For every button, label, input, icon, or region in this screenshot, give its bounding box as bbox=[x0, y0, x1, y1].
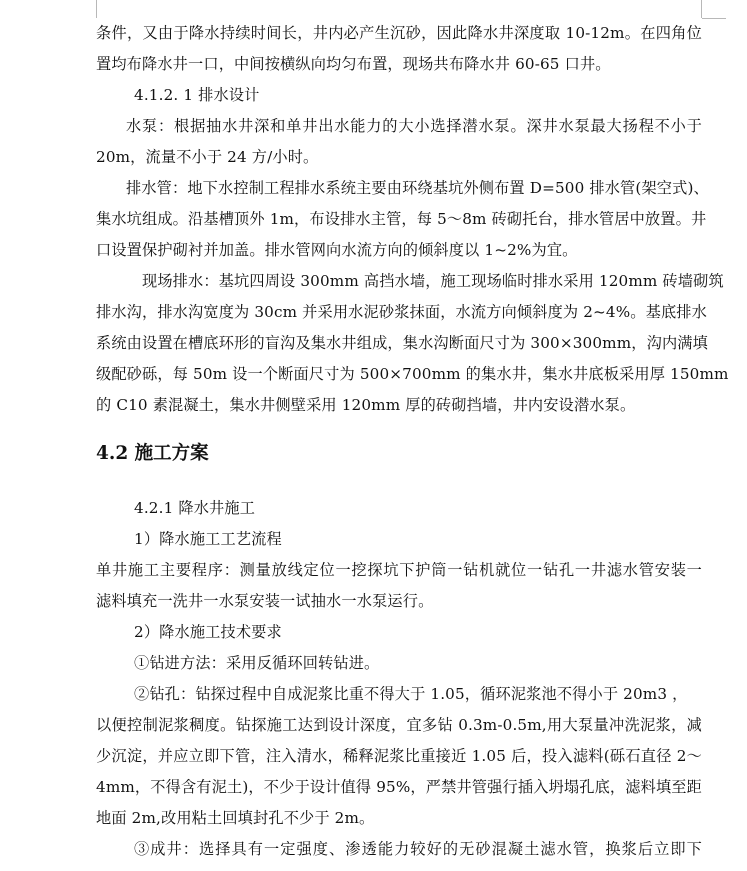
paragraph-line: 置均布降水井一口，中间按横纵向均匀布置，现场共布降水井 60-65 口井。 bbox=[96, 55, 611, 73]
paragraph-line: 单井施工主要程序：测量放线定位一挖探坑下护筒一钻机就位一钻孔一井滤水管安装一 bbox=[96, 561, 702, 579]
paragraph-line: 的 C10 素混凝土，集水井侧壁采用 120mm 厚的砖砌挡墙，井内安设潜水泵。 bbox=[96, 396, 636, 414]
paragraph-line: 20m，流量不小于 24 方/小时。 bbox=[96, 148, 319, 166]
paragraph-line: 水泵：根据抽水井深和单井出水能力的大小选择潜水泵。深井水泵最大扬程不小于 bbox=[126, 117, 702, 135]
section-heading-4-2: 4.2 施工方案 bbox=[96, 443, 209, 464]
top-right-corner-mark-vertical bbox=[701, 0, 702, 18]
list-item: ①钻进方法：采用反循环回转钻进。 bbox=[134, 654, 380, 672]
paragraph-line: 现场排水：基坑四周设 300mm 高挡水墙，施工现场临时排水采用 120mm 砖墙砌筑 bbox=[142, 272, 724, 290]
list-item: ③成井：选择具有一定强度、渗透能力较好的无砂混凝土滤水管，换浆后立即下 bbox=[134, 840, 702, 858]
paragraph-line: 口设置保护砌衬并加盖。排水管网向水流方向的倾斜度以 1~2%为宜。 bbox=[96, 241, 578, 259]
paragraph-line: 地面 2m,改用粘土回填封孔不少于 2m。 bbox=[96, 809, 375, 827]
top-right-corner-mark-horizontal bbox=[702, 18, 726, 19]
list-item: ②钻孔：钻探过程中自成泥浆比重不得大于 1.05，循环泥浆池不得小于 20m3 ， bbox=[134, 685, 688, 703]
paragraph-line: 集水坑组成。沿基槽顶外 1m，布设排水主管，每 5～8m 砖砌托台，排水管居中放置。井 bbox=[96, 210, 707, 228]
paragraph-line: 系统由设置在槽底环形的盲沟及集水井组成，集水沟断面尺寸为 300×300mm，沟内满填 bbox=[96, 334, 708, 352]
paragraph-line: 滤料填充一洗井一水泵安装一试抽水一水泵运行。 bbox=[96, 592, 434, 610]
paragraph-line: 4mm，不得含有泥土)，不少于设计值得 95%，严禁井管强行插入坍塌孔底，滤料填至距 bbox=[96, 778, 702, 796]
paragraph-line: 排水沟，排水沟宽度为 30cm 并采用水泥砂浆抹面，水流方向倾斜度为 2~4%。基底排水 bbox=[96, 303, 707, 321]
list-heading: 2）降水施工技术要求 bbox=[134, 623, 282, 641]
list-heading: 1）降水施工工艺流程 bbox=[134, 530, 282, 548]
subsection-heading-4-2-1: 4.2.1 降水井施工 bbox=[134, 499, 256, 517]
paragraph-line: 以便控制泥浆稠度。钻探施工达到设计深度，宜多钻 0.3m-0.5m,用大泵量冲洗泥浆，减 bbox=[96, 716, 702, 734]
paragraph-line: 少沉淀，并应立即下管，注入清水，稀释泥浆比重接近 1.05 后，投入滤料(砾石直径 2～ bbox=[96, 747, 702, 765]
paragraph-line: 排水管：地下水控制工程排水系统主要由环绕基坑外侧布置 D=500 排水管(架空式)、 bbox=[126, 179, 709, 197]
document-body bbox=[96, 18, 729, 865]
paragraph-line: 级配砂砾，每 50m 设一个断面尺寸为 500×700mm 的集水井，集水井底板采用厚 150mm bbox=[96, 365, 729, 383]
paragraph-line: 条件，又由于降水持续时间长，井内必产生沉砂，因此降水井深度取 10-12m。在四角位 bbox=[96, 24, 702, 42]
top-left-corner-mark-vertical bbox=[96, 0, 97, 18]
section-heading-4-1-2: 4.1.2. 1 排水设计 bbox=[134, 86, 260, 104]
